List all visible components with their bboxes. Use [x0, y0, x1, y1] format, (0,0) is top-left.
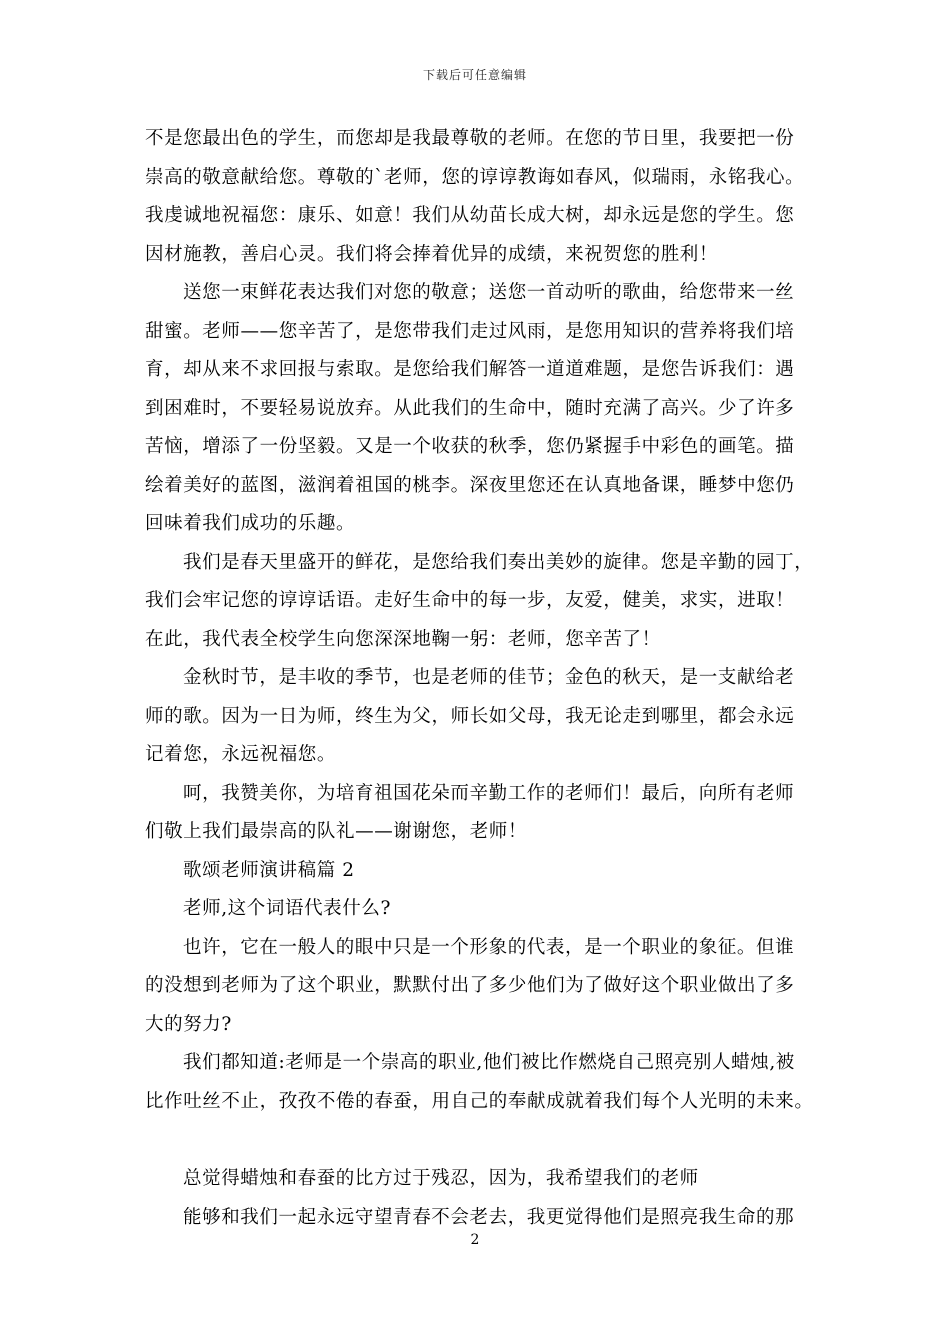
text-line: 比作吐丝不止，孜孜不倦的春蚕，用自己的奉献成就着我们每个人光明的未来。 — [145, 1090, 814, 1112]
paragraph-gap — [145, 1121, 815, 1160]
page-header: 下载后可任意编辑 — [422, 68, 527, 82]
text-line: 也许，它在一般人的眼中只是一个形象的代表，是一个职业的象征。但谁 — [183, 936, 795, 958]
text-line: 育，却从来不求回报与索取。是您给我们解答一道道难题，是您告诉我们：遇 — [145, 359, 795, 380]
text-line: 到困难时，不要轻易说放弃。从此我们的生命中，随时充满了高兴。少了许多 — [145, 397, 795, 419]
text-line: 我们都知道:老师是一个崇高的职业,他们被比作燃烧自己照亮别人蜡烛,被 — [183, 1052, 795, 1073]
text-line: 甜蜜。老师——您辛苦了，是您带我们走过风雨，是您用知识的营养将我们培 — [145, 320, 795, 342]
text-line: 记着您，永远祝福您。 — [145, 744, 337, 765]
text-line: 能够和我们一起永远守望青春不会老去，我更觉得他们是照亮我生命的那 — [183, 1206, 795, 1228]
text-line: 呵，我赞美你，为培育祖国花朵而辛勤工作的老师们！最后，向所有老师 — [183, 782, 795, 804]
text-line: 老师,这个词语代表什么? — [183, 898, 391, 919]
text-line: 们敬上我们最崇高的队礼——谢谢您，老师！ — [145, 821, 528, 842]
text-line: 我们是春天里盛开的鲜花，是您给我们奏出美妙的旋律。您是辛勤的园丁， — [183, 551, 814, 573]
page-number: 2 — [470, 1232, 480, 1248]
text-line: 不是您最出色的学生，而您却是我最尊敬的老师。在您的节日里，我要把一份 — [145, 128, 795, 149]
text-line: 在此，我代表全校学生向您深深地鞠一躬：老师，您辛苦了！ — [145, 628, 661, 650]
text-line: 绘着美好的蓝图，滋润着祖国的桃李。深夜里您还在认真地备课，睡梦中您仍 — [145, 474, 795, 496]
text-line: 送您一束鲜花表达我们对您的敬意；送您一首动听的歌曲，给您带来一丝 — [183, 282, 795, 303]
text-line: 的没想到老师为了这个职业，默默付出了多少他们为了做好这个职业做出了多 — [145, 975, 795, 996]
text-line: 我虔诚地祝福您：康乐、如意！我们从幼苗长成大树，却永远是您的学生。您 — [145, 205, 795, 226]
document-body — [145, 120, 815, 1237]
text-line: 大的努力? — [145, 1013, 232, 1035]
text-line: 苦恼，增添了一份坚毅。又是一个收获的秋季，您仍紧握手中彩色的画笔。描 — [145, 436, 795, 457]
text-line: 崇高的敬意献给您。尊敬的`老师，您的谆谆教诲如春风，似瑞雨，永铭我心。 — [145, 166, 805, 188]
text-line: 回味着我们成功的乐趣。 — [145, 513, 356, 534]
text-line: 歌颂老师演讲稿篇 2 — [183, 859, 355, 881]
text-line: 金秋时节，是丰收的季节，也是老师的佳节；金色的秋天，是一支献给老 — [183, 667, 795, 688]
text-line: 因材施教，善启心灵。我们将会捧着优异的成绩，来祝贺您的胜利！ — [145, 243, 719, 265]
text-line: 总觉得蜡烛和春蚕的比方过于残忍，因为，我希望我们的老师 — [183, 1168, 699, 1189]
text-line: 我们会牢记您的谆谆话语。走好生命中的每一步，友爱，健美，求实，进取！ — [145, 590, 795, 611]
text-line: 师的歌。因为一日为师，终生为父，师长如父母，我无论走到哪里，都会永远 — [145, 705, 795, 727]
